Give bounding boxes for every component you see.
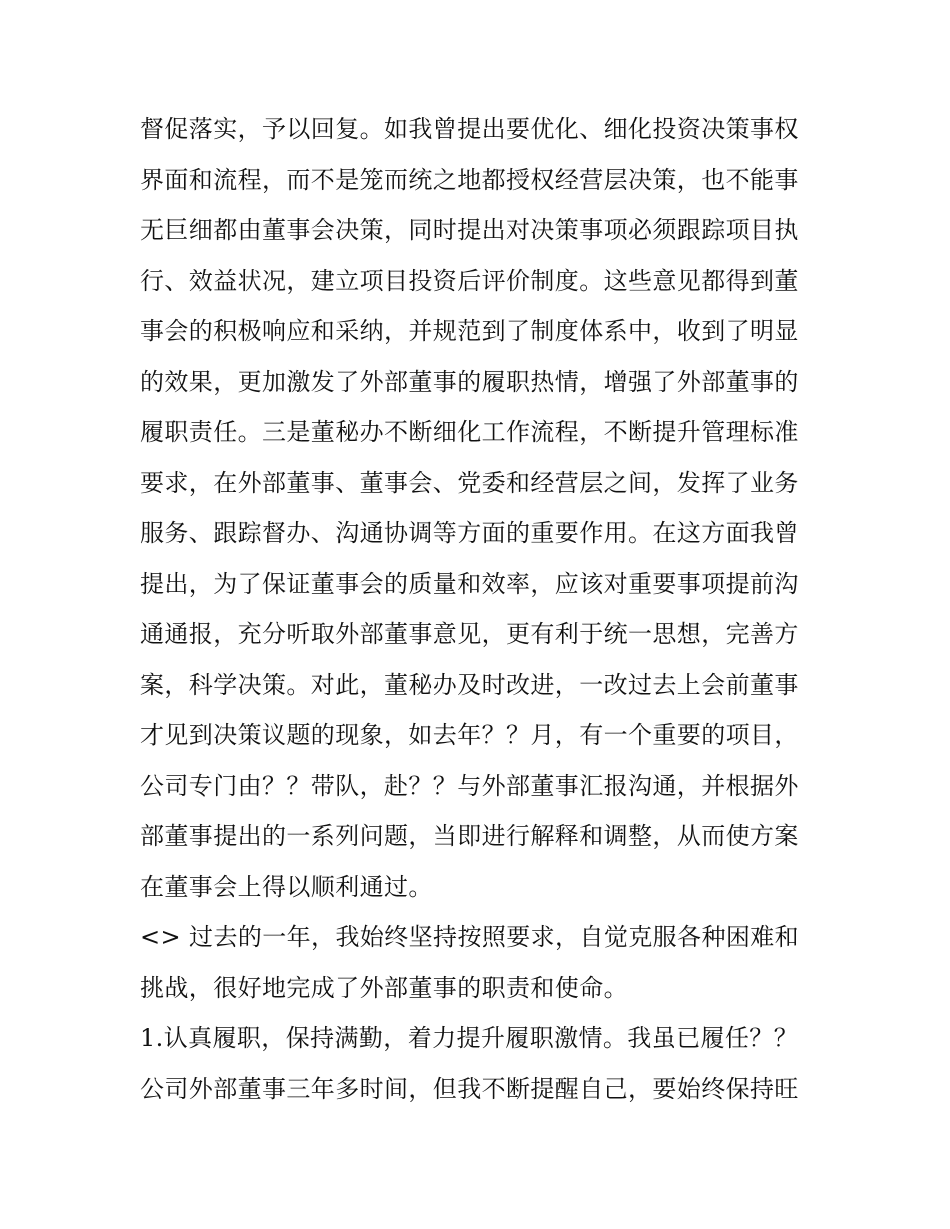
document-body [140,104,820,1114]
text-line: 1.认真履职，保持满勤，着力提升履职激情。我虽已履任？？ [140,1024,799,1052]
text-line: 的效果，更加激发了外部董事的履职热情，增强了外部董事的 [140,367,799,396]
text-line: 提出，为了保证董事会的质量和效率，应该对重要事项提前沟 [140,569,799,598]
text-line: 挑战，很好地完成了外部董事的职责和使命。 [140,973,628,1002]
text-line: 督促落实，予以回复。如我曾提出要优化、细化投资决策事权 [140,115,799,143]
text-line: 履职责任。三是董秘办不断细化工作流程，不断提升管理标准 [140,418,799,446]
text-line: 要求，在外部董事、董事会、党委和经营层之间，发挥了业务 [140,468,799,497]
text-line: 案，科学决策。对此，董秘办及时改进，一改过去上会前董事 [140,670,799,699]
text-line: 公司专门由？？带队，赴？？与外部董事汇报沟通，并根据外 [140,771,799,800]
text-line: 公司外部董事三年多时间，但我不断提醒自己，要始终保持旺 [140,1074,799,1103]
text-line: 才见到决策议题的现象，如去年？？月，有一个重要的项目， [140,721,799,749]
text-line: 部董事提出的一系列问题，当即进行解释和调整，从而使方案 [140,822,799,850]
text-line: <> 过去的一年，我始终坚持按照要求，自觉克服各种困难和 [140,923,800,951]
text-line: 通通报，充分听取外部董事意见，更有利于统一思想，完善方 [140,620,799,648]
text-line: 在董事会上得以顺利通过。 [140,872,433,901]
text-line: 服务、跟踪督办、沟通协调等方面的重要作用。在这方面我曾 [140,519,799,547]
text-line: 界面和流程，而不是笼而统之地都授权经营层决策，也不能事 [140,165,799,194]
text-line: 无巨细都由董事会决策，同时提出对决策事项必须跟踪项目执 [140,216,799,244]
text-line: 行、效益状况，建立项目投资后评价制度。这些意见都得到董 [140,266,799,295]
text-line: 事会的积极响应和采纳，并规范到了制度体系中，收到了明显 [140,317,799,345]
